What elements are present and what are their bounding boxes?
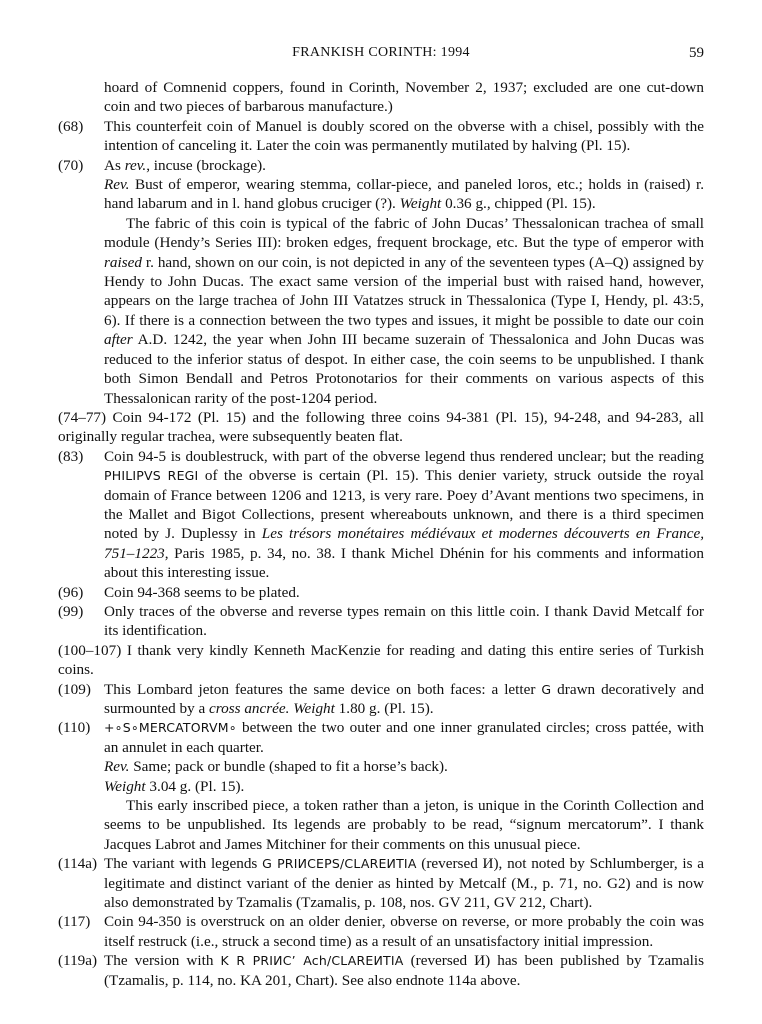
- endnote-paragraph: Weight 3.04 g. (Pl. 15).: [104, 777, 245, 795]
- endnote-number: (99): [58, 602, 84, 620]
- endnote: [58, 117, 704, 156]
- endnote-paragraph: (74–77) Coin 94-172 (Pl. 15) and the following three coins 94-381 (Pl. 15), 94-248, and 94-283, all originally regular trachea, were subsequently beaten flat.: [58, 408, 704, 446]
- endnote-number: (74–77): [58, 408, 113, 426]
- endnote: [58, 583, 704, 602]
- endnote: [58, 951, 704, 990]
- endnote-number: (96): [58, 583, 84, 601]
- endnote-paragraph: Only traces of the obverse and reverse types remain on this little coin. I thank David Metcalf for its identification.: [104, 602, 704, 640]
- endnote-paragraph: (100–107) I thank very kindly Kenneth MacKenzie for reading and dating this entire series of Turkish coins.: [58, 641, 704, 679]
- endnote-paragraph: Rev. Same; pack or bundle (shaped to fit a horse’s back).: [104, 758, 448, 776]
- endnote: [58, 602, 704, 641]
- endnote-paragraph: Coin 94-368 seems to be plated.: [104, 583, 300, 601]
- coin-legend: K R PRIИC’ Ach/CLAREИTIA: [220, 953, 404, 969]
- endnote-paragraph: The version with K R PRIИC’ Ach/CLAREИTIA (reversed И) has been published by Tzamalis (Tzamalis, p. 114, no. KA 201, Chart). See also endnote 114a above.: [104, 952, 704, 989]
- page-header: [0, 45, 762, 65]
- endnote-number: (117): [58, 913, 91, 931]
- italic-text: Les trésors monétaires médiévaux et modernes découverts en France, 751–1223: [104, 525, 704, 562]
- endnote-number: (100–107): [58, 641, 127, 659]
- endnote-number: (109): [58, 680, 91, 698]
- endnote-paragraph: +∘S∘MERCATORVM∘ between the two outer and one inner granulated circles; cross pattée, with an annulet in each quarter.: [104, 719, 704, 756]
- coin-legend: G PRIИCEPS/CLAREИTIA: [262, 856, 417, 872]
- coin-legend: PHILIPVS REGI: [104, 468, 199, 484]
- endnote-number: (114a): [58, 855, 98, 873]
- endnote-number: (68): [58, 117, 84, 135]
- italic-text: Weight: [104, 777, 146, 795]
- endnote-number: (70): [58, 156, 84, 174]
- coin-legend: G: [541, 681, 552, 697]
- endnote-paragraph: This counterfeit coin of Manuel is doubly scored on the obverse with a chisel, possibly with the intention of canceling it. Later the coin was permanently mutilated by halving (Pl. 15).: [104, 117, 704, 155]
- italic-text: Rev.: [104, 176, 130, 194]
- endnote-paragraph: The variant with legends G PRIИCEPS/CLAREИTIA (reversed И), not noted by Schlumberger, is a legitimate and distinct variant of the denier as hinted by Metcalf (M., p. 71, no. G2) and is now also demonstrated by Tzamalis (Tzamalis, p. 108, nos. GV 211, GV 212, Chart).: [104, 855, 704, 912]
- coin-legend: +∘S∘MERCATORVM∘: [104, 720, 237, 736]
- endnote-paragraph: Coin 94-5 is doublestruck, with part of the obverse legend thus rendered unclear; but the reading PHILIPVS REGI of the obverse is certain (Pl. 15). This denier variety, struck outside the royal domain of France between 1206 and 1213, is very rare. Poey d’Avant mentions two specimens, in the Mallet and Bigot Collections, present whereabouts unknown, and there is a third specimen noted by J. Duplessy in Les trésors monétaires médiévaux et modernes découverts en France, 751–1223, Paris 1985, p. 34, no. 38. I thank Michel Dhénin for his comments and information about this interesting issue.: [104, 447, 705, 582]
- endnote: [58, 912, 704, 951]
- endnote-paragraph: Coin 94-350 is overstruck on an older denier, obverse on reverse, or more probably the coin was itself restruck (i.e., struck a second time) as a result of an unsatisfactory initial impression.: [104, 913, 704, 950]
- endnote-paragraph: hoard of Comnenid coppers, found in Corinth, November 2, 1937; excluded are one cut-down coin and two pieces of barbarous manufacture.): [104, 79, 704, 116]
- endnote-paragraph: Rev. Bust of emperor, wearing stemma, collar-piece, and paneled loros, etc.; holds in (raised) r. hand labarum and in l. hand globus cruciger (?). Weight 0.36 g., chipped (Pl. 15).: [104, 176, 704, 213]
- endnote: [58, 156, 704, 408]
- endnote: [58, 408, 704, 447]
- endnote: [58, 447, 704, 583]
- italic-text: rev.: [124, 156, 147, 174]
- italic-text: Rev.: [104, 758, 130, 776]
- endnote-number: (110): [58, 719, 91, 737]
- endnote: [58, 854, 704, 912]
- running-title: FRANKISH CORINTH: 1994: [292, 45, 470, 60]
- italic-text: cross ancrée. Weight: [209, 700, 335, 717]
- endnote: [58, 680, 704, 719]
- endnote-paragraph: This early inscribed piece, a token rather than a jeton, is unique in the Corinth Collection and seems to be unpublished. Its legends are probably to be read, “signum mercatorum”. I thank Jacques Labrot and James Mitchiner for their comments on this unusual piece.: [104, 797, 704, 853]
- italic-text: after: [104, 331, 133, 349]
- endnote: [58, 641, 704, 680]
- endnote-number: (119a): [58, 952, 98, 970]
- endnote: [58, 78, 704, 117]
- italic-text: raised: [104, 253, 142, 271]
- endnote-paragraph: This Lombard jeton features the same device on both faces: a letter G drawn decoratively and surmounted by a cross ancrée. Weight 1.80 g. (Pl. 15).: [104, 680, 704, 717]
- endnotes-body: [58, 78, 704, 990]
- endnote: [58, 718, 704, 854]
- endnote-paragraph: The fabric of this coin is typical of the fabric of John Ducas’ Thessalonican trachea of small module (Hendy’s Series III): broken edges, frequent brockage, etc. But the type of emperor with raised r. hand, shown on our coin, is not depicted in any of the seventeen types (A–Q) assigned by Hendy to John Ducas. The exact same version of the imperial bust with raised hand, however, appears on the large trachea of John III Vatatzes struck in Thessalonica (Type I, Hendy, pl. 43:5, 6). If there is a connection between the two types and issues, it might be possible to date our coin after A.D. 1242, the year when John III became suzerain of Thessalonica and John Ducas was reduced to the inferior status of despot. In either case, the coin seems to be unpublished. I thank both Simon Bendall and Petros Protonotarios for their comments on various aspects of this Thessalonican rarity of the post-1204 period.: [104, 214, 704, 407]
- italic-text: Weight: [399, 195, 442, 213]
- page-number: 59: [689, 45, 704, 61]
- endnote-paragraph: As rev., incuse (brockage).: [104, 156, 266, 174]
- endnote-number: (83): [58, 447, 84, 465]
